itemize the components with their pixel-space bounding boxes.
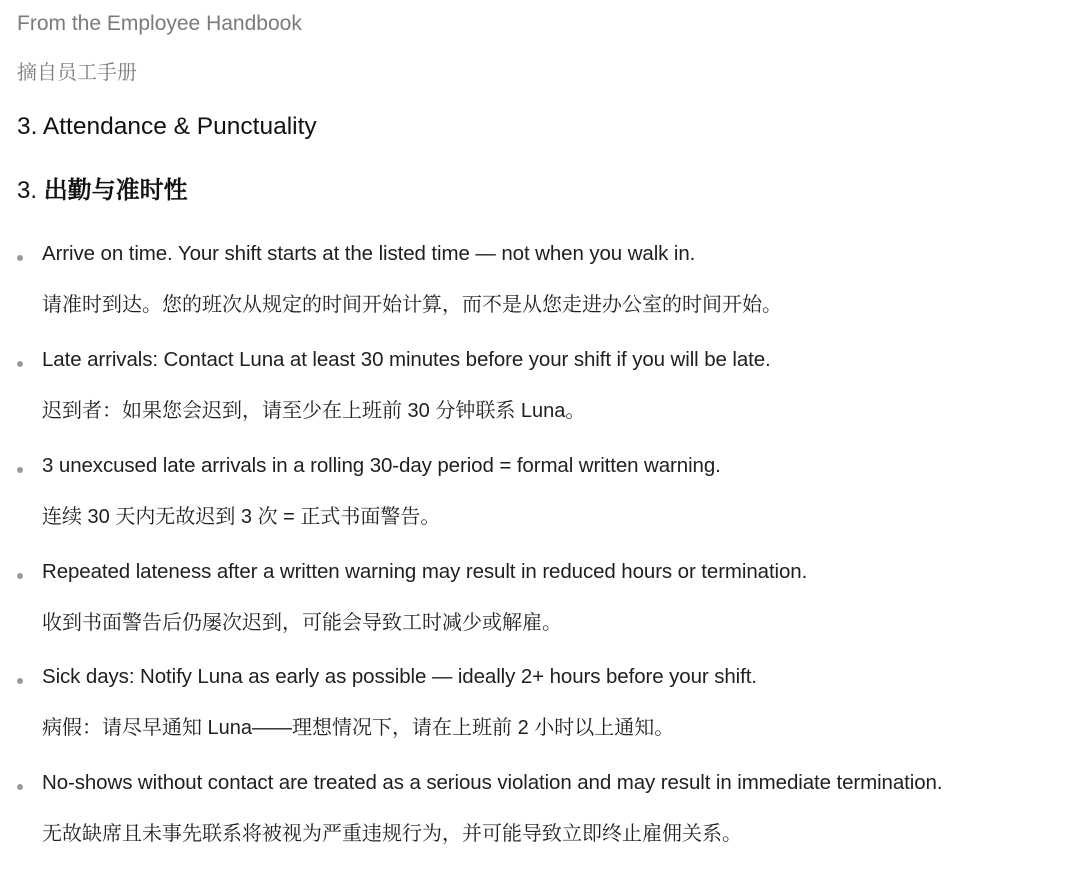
- rule-text-en: Arrive on time. Your shift starts at the listed time — not when you walk in.: [42, 242, 696, 265]
- bullet-icon: [17, 678, 23, 684]
- list-item: [0, 560, 1080, 660]
- rule-text-en: 3 unexcused late arrivals in a rolling 30-day period = formal written warning.: [42, 454, 721, 477]
- section-heading-en: 3. Attendance & Punctuality: [17, 113, 317, 140]
- list-item: [0, 348, 1080, 448]
- section-number: 3.: [17, 177, 38, 204]
- list-item: [0, 771, 1080, 871]
- rule-text-en: Sick days: Notify Luna as early as possible — ideally 2+ hours before your shift.: [42, 665, 757, 688]
- list-item: [0, 665, 1080, 765]
- rule-text-en: Late arrivals: Contact Luna at least 30 minutes before your shift if you will be late.: [42, 348, 771, 371]
- rule-text-zh: 无故缺席且未事先联系将被视为严重违规行为，并可能导致立即终止雇佣关系。: [42, 823, 742, 845]
- rule-text-zh: 连续 30 天内无故迟到 3 次 = 正式书面警告。: [42, 506, 441, 528]
- bullet-icon: [17, 467, 23, 473]
- rule-text-zh: 请准时到达。您的班次从规定的时间开始计算，而不是从您走进办公室的时间开始。: [42, 294, 782, 316]
- rule-text-zh: 病假：请尽早通知 Luna——理想情况下，请在上班前 2 小时以上通知。: [42, 717, 675, 739]
- bullet-icon: [17, 573, 23, 579]
- bullet-icon: [17, 784, 23, 790]
- rule-text-zh: 收到书面警告后仍屡次迟到，可能会导致工时减少或解雇。: [42, 612, 562, 634]
- source-label-en: From the Employee Handbook: [17, 12, 302, 35]
- source-label-zh: 摘自员工手册: [17, 62, 137, 84]
- list-item: [0, 454, 1080, 554]
- list-item: [0, 242, 1080, 342]
- rule-text-en: No-shows without contact are treated as a serious violation and may result in immediate termination.: [42, 771, 943, 794]
- bullet-icon: [17, 255, 23, 261]
- rule-text-en: Repeated lateness after a written warning may result in reduced hours or termination.: [42, 560, 808, 583]
- rule-text-zh: 迟到者：如果您会迟到，请至少在上班前 30 分钟联系 Luna。: [42, 400, 586, 422]
- bullet-icon: [17, 361, 23, 367]
- section-title-zh: 出勤与准时性: [43, 177, 188, 204]
